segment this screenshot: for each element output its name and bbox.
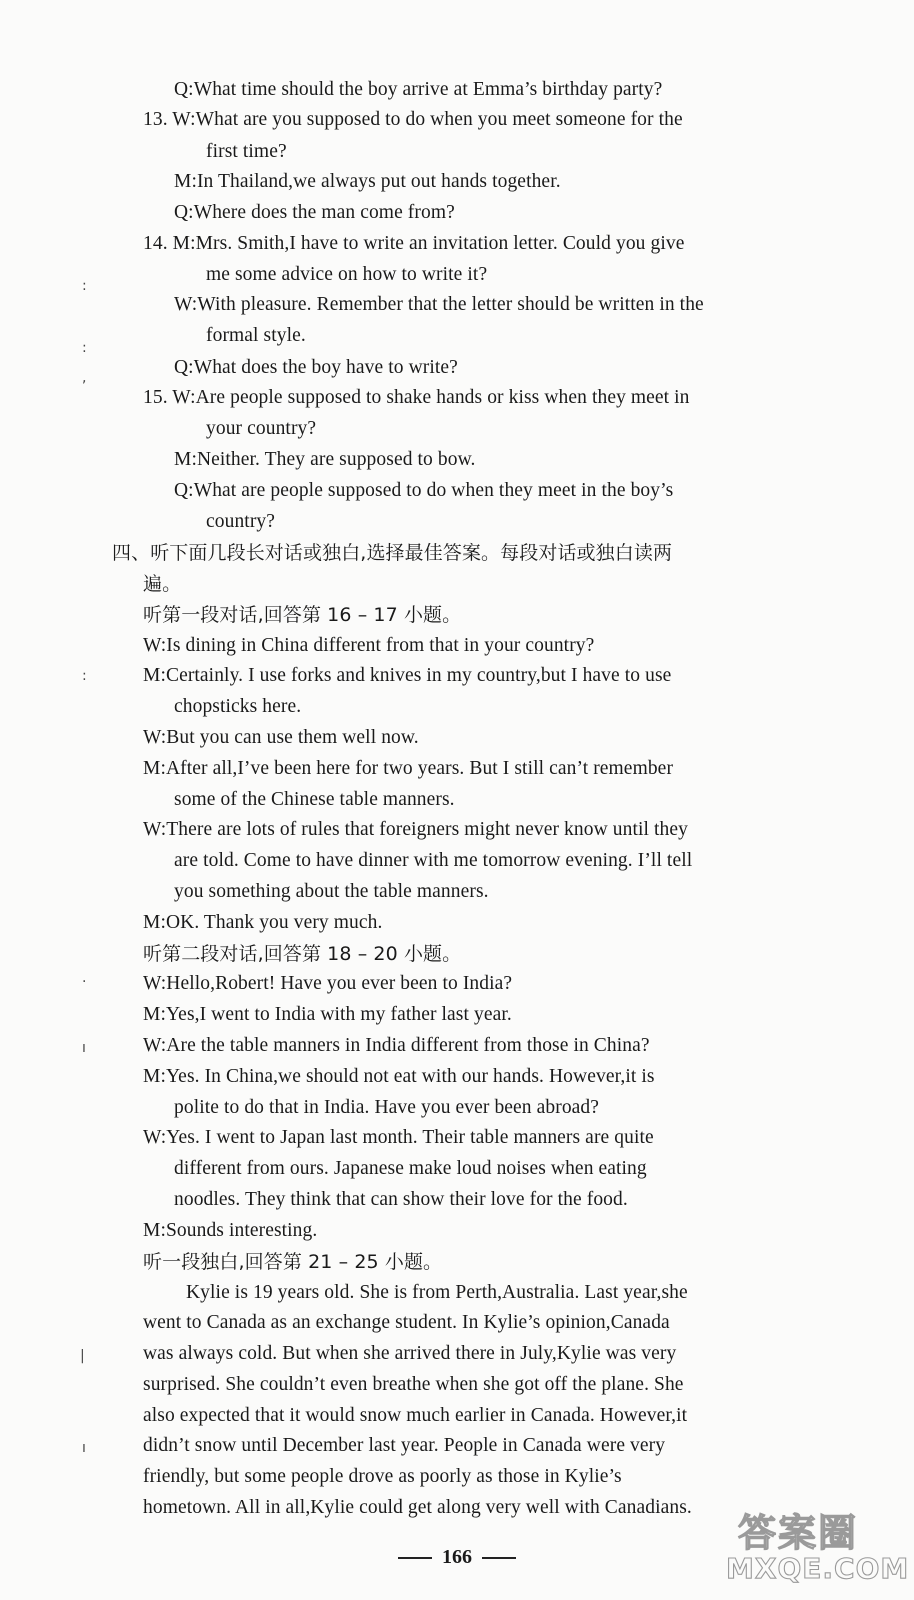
text-line: 13. W:What are you supposed to do when you meet someone for the [143,109,683,130]
text-line: polite to do that in India. Have you ever been abroad? [174,1097,600,1118]
text-line: are told. Come to have dinner with me tomorrow evening. I’ll tell [174,850,693,871]
page-number-value: 166 [442,1546,472,1568]
text-line: Q:What time should the boy arrive at Emma’s birthday party? [174,79,663,100]
margin-mark: · [82,974,87,990]
text-line: W:Hello,Robert! Have you ever been to India? [143,973,513,994]
text-line: W:But you can use them well now. [143,727,419,748]
text-line: hometown. All in all,Kylie could get along very well with Canadians. [143,1497,692,1518]
text-line: Q:What are people supposed to do when they meet in the boy’s [174,480,674,501]
watermark-en: MXQE.COM [726,1552,910,1585]
margin-mark: : [82,278,87,294]
text-line [143,106,759,134]
margin-mark: , [82,370,87,386]
watermark-cn: 答案圈 [738,1511,859,1555]
text-line: didn’t snow until December last year. People in Canada were very [143,1435,666,1456]
text-line: your country? [206,418,317,439]
page-number-dash [482,1557,516,1559]
margin-mark: ı [82,1040,86,1056]
text-line: 15. W:Are people supposed to shake hands or kiss when they meet in [143,387,690,408]
text-line: some of the Chinese table manners. [174,789,455,810]
margin-mark: | [80,1348,85,1364]
text-line: noodles. They think that can show their love for the food. [174,1189,628,1210]
page-number-dash [398,1557,432,1559]
text-line: Kylie is 19 years old. She is from Perth,Australia. Last year,she [186,1282,688,1303]
sub-heading: 听第一段对话,回答第 16 – 17 小题。 [143,604,462,626]
text-line: M:Yes. In China,we should not eat with our hands. However,it is [143,1066,655,1087]
text-line: M:After all,I’ve been here for two years. But I still can’t remember [143,758,674,779]
text-line: M:In Thailand,we always put out hands together. [174,171,561,192]
sub-heading: 听第二段对话,回答第 18 – 20 小题。 [143,943,462,965]
text-line: M:Sounds interesting. [143,1220,318,1241]
text-line: friendly, but some people drove as poorly as those in Kylie’s [143,1466,622,1487]
text-line: M:OK. Thank you very much. [143,912,383,933]
text-line: W:Yes. I went to Japan last month. Their table manners are quite [143,1127,654,1148]
text-line: M:Yes,I went to India with my father last year. [143,1004,512,1025]
margin-mark: : [82,668,87,684]
watermark-logo [716,1500,910,1595]
text-line: W:Are the table manners in India different from those in China? [143,1035,650,1056]
text-line: Q:Where does the man come from? [174,202,455,223]
text-line: 14. M:Mrs. Smith,I have to write an invitation letter. Could you give [143,233,685,254]
text-line: was always cold. But when she arrived there in July,Kylie was very [143,1343,677,1364]
text-line: formal style. [206,325,306,346]
text-line: you something about the table manners. [174,881,489,902]
text-line: W:With pleasure. Remember that the letter should be written in the [174,294,704,315]
text-line: Q:What does the boy have to write? [174,357,458,378]
margin-mark: ı [82,1440,86,1456]
text-line: W:There are lots of rules that foreigners might never know until they [143,819,688,840]
text-line: W:Is dining in China different from that in your country? [143,635,595,656]
text-line: country? [206,511,276,532]
text-line: me some advice on how to write it? [206,264,488,285]
text-line: also expected that it would snow much earlier in Canada. However,it [143,1405,688,1426]
margin-mark: : [82,340,87,356]
text-line: M:Certainly. I use forks and knives in my country,but I have to use [143,665,672,686]
text-line: M:Neither. They are supposed to bow. [174,449,476,470]
text-line: chopsticks here. [174,696,302,717]
text-line: went to Canada as an exchange student. In Kylie’s opinion,Canada [143,1312,670,1333]
text-line: first time? [206,141,287,162]
section-heading: 四、听下面几段长对话或独白,选择最佳答案。每段对话或独白读两 [112,542,673,564]
section-heading-cont: 遍。 [143,573,182,595]
text-line: surprised. She couldn’t even breathe when she got off the plane. She [143,1374,684,1395]
text-line: different from ours. Japanese make loud noises when eating [174,1158,647,1179]
sub-heading: 听一段独白,回答第 21 – 25 小题。 [143,1251,443,1273]
